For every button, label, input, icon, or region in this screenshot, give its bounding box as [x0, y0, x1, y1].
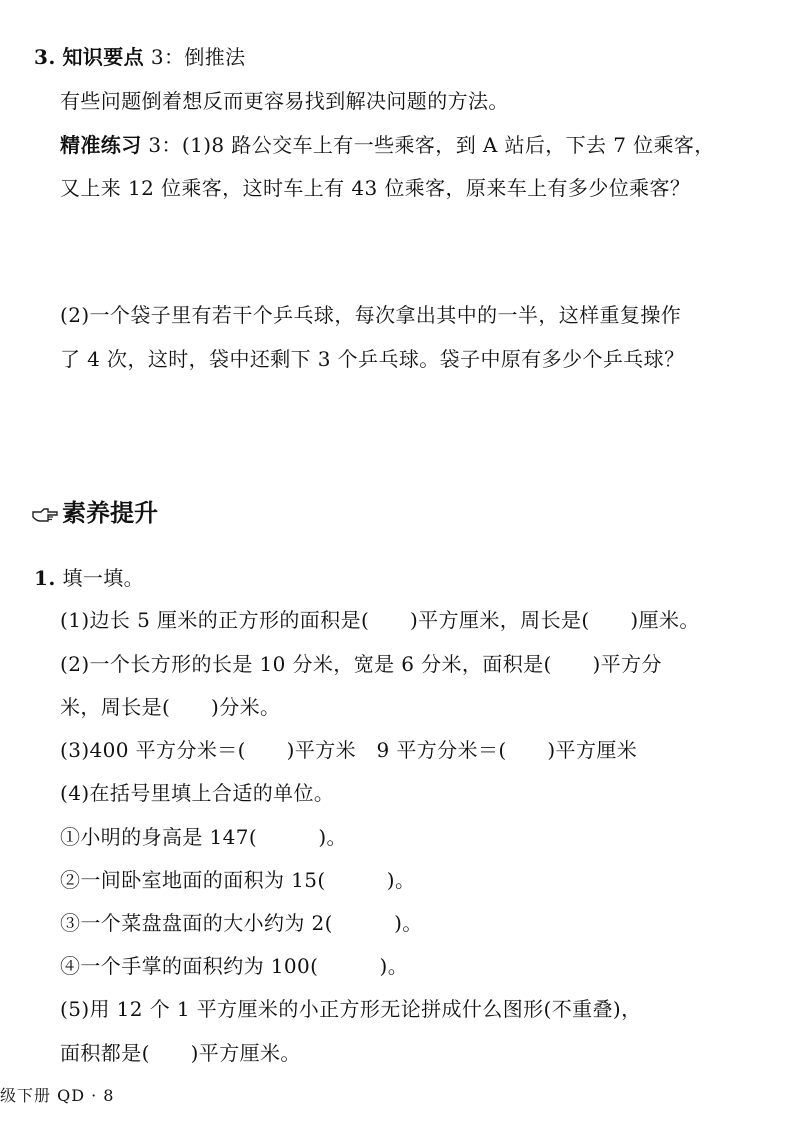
fill-line-4: (3)400 平方分米＝( )平方米 9 平方分米＝( )平方厘米 [60, 738, 638, 762]
fill-line-6: ①小明的身高是 147( )。 [60, 825, 347, 849]
page-footer: 级下册 QD · 8 [0, 1086, 115, 1105]
fill-line-10: (5)用 12 个 1 平方厘米的小正方形无论拼成什么图形(不重叠)， [60, 997, 642, 1021]
section-3-topic: 3：倒推法 [144, 45, 246, 69]
practice-q2-line1: (2)一个袋子里有若干个乒乓球，每次拿出其中的一半，这样重复操作 [60, 303, 682, 327]
improve-title: 素养提升 [62, 499, 158, 527]
practice-q1-line1 [60, 132, 715, 158]
fill-line-9: ④一个手掌的面积约为 100( )。 [60, 954, 409, 978]
fill-line-8: ③一个菜盘盘面的大小约为 2( )。 [60, 911, 423, 935]
fill-line-1: (1)边长 5 厘米的正方形的面积是( )平方厘米，周长是( )厘米。 [60, 608, 700, 632]
section-3-label: 知识要点 [62, 45, 145, 69]
section-3-intro: 有些问题倒着想反而更容易找到解决问题的方法。 [60, 89, 509, 113]
practice-q1-text: 3：(1)8 路公交车上有一些乘客，到 A 站后，下去 7 位乘客， [141, 133, 715, 157]
fill-line-11: 面积都是( )平方厘米。 [60, 1041, 301, 1065]
fill-line-3: 米，周长是( )分米。 [60, 695, 281, 719]
fill-heading-text: 填一填。 [62, 566, 145, 590]
practice-label: 精准练习 [60, 133, 142, 157]
pointing-hand-icon [32, 508, 58, 522]
practice-q1-line2: 又上来 12 位乘客，这时车上有 43 位乘客，原来车上有多少位乘客？ [60, 176, 691, 200]
section-3-heading [34, 44, 246, 70]
section-3-number: 3. [34, 45, 56, 69]
fill-line-7: ②一间卧室地面的面积为 15( )。 [60, 868, 416, 892]
fill-line-2: (2)一个长方形的长是 10 分米，宽是 6 分米，面积是( )平方分 [60, 652, 662, 676]
practice-q2-line2: 了 4 次，这时，袋中还剩下 3 个乒乓球。袋子中原有多少个乒乓球？ [60, 347, 685, 371]
fill-line-5: (4)在括号里填上合适的单位。 [60, 781, 335, 805]
fill-number: 1. [34, 566, 56, 590]
fill-heading [34, 565, 144, 591]
